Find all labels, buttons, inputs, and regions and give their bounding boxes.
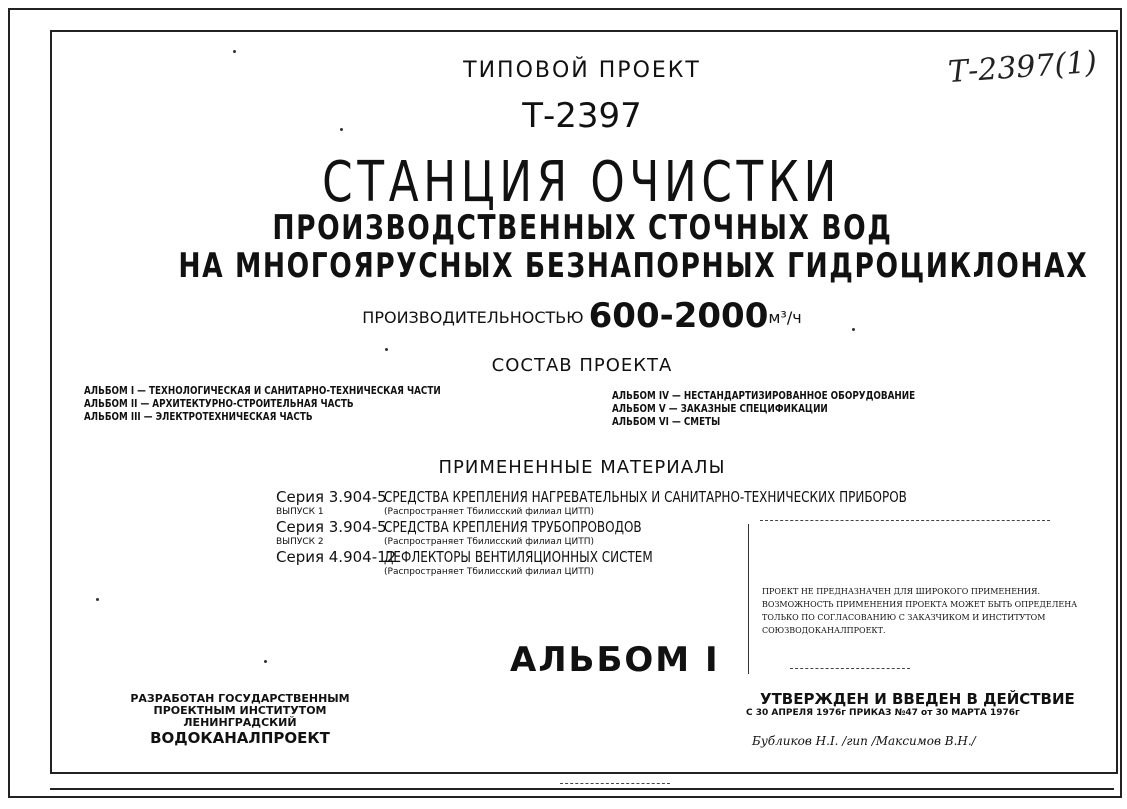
project-code: Т-2397 [522, 96, 642, 136]
project-type: ТИПОВОЙ ПРОЕКТ [463, 58, 701, 83]
developer-name: ВОДОКАНАЛПРОЕКТ [150, 729, 330, 747]
material-name: СРЕДСТВА КРЕПЛЕНИЯ НАГРЕВАТЕЛЬНЫХ И САНИТАРНО-ТЕХНИЧЕСКИХ ПРИБОРОВ [384, 488, 907, 506]
album-item: АЛЬБОМ V — ЗАКАЗНЫЕ СПЕЦИФИКАЦИИ [612, 402, 828, 415]
note-text [762, 585, 1077, 637]
bottom-strip [50, 770, 1114, 790]
scan-speck [264, 660, 267, 663]
scan-speck [385, 348, 388, 351]
note-line: ТОЛЬКО ПО СОГЛАСОВАНИЮ С ЗАКАЗЧИКОМ И ИНСТИТУТОМ [762, 613, 1046, 622]
material-note: (Распространяет Тбилисский филиал ЦИТП) [384, 537, 595, 547]
material-series: Серия 3.904-5 [276, 518, 387, 536]
capacity-value: 600-2000 [588, 296, 769, 336]
material-note: (Распространяет Тбилисский филиал ЦИТП) [384, 507, 595, 517]
album-item: АЛЬБОМ IV — НЕСТАНДАРТИЗИРОВАННОЕ ОБОРУДОВАНИЕ [612, 389, 916, 402]
album-item: АЛЬБОМ VI — СМЕТЫ [612, 415, 721, 428]
material-name: СРЕДСТВА КРЕПЛЕНИЯ ТРУБОПРОВОДОВ [384, 518, 642, 536]
scan-speck [96, 598, 99, 601]
main-title: СТАНЦИЯ ОЧИСТКИ [322, 150, 842, 215]
signatures: Бубликов Н.І. /гип /Максимов В.Н./ [752, 734, 976, 748]
approval-order: С 30 АПРЕЛЯ 1976г ПРИКАЗ №47 от 30 МАРТА 1976г [746, 708, 1020, 718]
note-dash [760, 520, 1050, 521]
capacity-line [50, 296, 1114, 336]
composition-heading: СОСТАВ ПРОЕКТА [491, 355, 673, 376]
developer-line: ЛЕНИНГРАДСКИЙ [183, 716, 297, 729]
albums-right [612, 389, 991, 428]
material-series: Серия 3.904-5 [276, 488, 387, 506]
note-line: ПРОЕКТ НЕ ПРЕДНАЗНАЧЕН ДЛЯ ШИРОКОГО ПРИМЕНЕНИЯ. [762, 587, 1041, 596]
album-item: АЛЬБОМ II — АРХИТЕКТУРНО-СТРОИТЕЛЬНАЯ ЧАСТЬ [84, 397, 354, 410]
album-item: АЛЬБОМ III — ЭЛЕКТРОТЕХНИЧЕСКАЯ ЧАСТЬ [84, 410, 313, 423]
note-line: ВОЗМОЖНОСТЬ ПРИМЕНЕНИЯ ПРОЕКТА МОЖЕТ БЫТЬ ОПРЕДЕЛЕНА [762, 600, 1078, 609]
albums-left [84, 384, 530, 423]
note-dash [790, 668, 910, 669]
materials-series [276, 490, 396, 565]
subtitle-2: НА МНОГОЯРУСНЫХ БЕЗНАПОРНЫХ ГИДРОЦИКЛОНАХ [178, 246, 1089, 286]
scan-speck [233, 50, 236, 53]
approval-line: УТВЕРЖДЕН И ВВЕДЕН В ДЕЙСТВИЕ [760, 690, 1075, 708]
developer-line: ПРОЕКТНЫМ ИНСТИТУТОМ [153, 704, 327, 717]
material-name: ДЕФЛЕКТОРЫ ВЕНТИЛЯЦИОННЫХ СИСТЕМ [384, 548, 653, 566]
material-note: (Распространяет Тбилисский филиал ЦИТП) [384, 567, 595, 577]
album-label: АЛЬБОМ I [510, 640, 720, 680]
material-issue: ВЫПУСК 1 [276, 507, 324, 517]
scan-artifact [560, 783, 670, 784]
material-series: Серия 4.904-12 [276, 548, 397, 566]
album-item: АЛЬБОМ I — ТЕХНОЛОГИЧЕСКАЯ И САНИТАРНО-ТЕХНИЧЕСКАЯ ЧАСТИ [84, 384, 441, 397]
materials-heading: ПРИМЕНЕННЫЕ МАТЕРИАЛЫ [438, 457, 726, 478]
developer-block [120, 693, 360, 747]
developer-line: РАЗРАБОТАН ГОСУДАРСТВЕННЫМ [130, 692, 350, 705]
material-issue: ВЫПУСК 2 [276, 537, 324, 547]
archive-stamp: Т-2397(1) [946, 44, 1099, 91]
capacity-label: ПРОИЗВОДИТЕЛЬНОСТЬЮ [362, 308, 584, 327]
note-line: СОЮЗВОДОКАНАЛПРОЕКТ. [762, 626, 886, 635]
capacity-unit: м³/ч [768, 308, 802, 327]
subtitle-1: ПРОИЗВОДСТВЕННЫХ СТОЧНЫХ ВОД [272, 208, 892, 248]
